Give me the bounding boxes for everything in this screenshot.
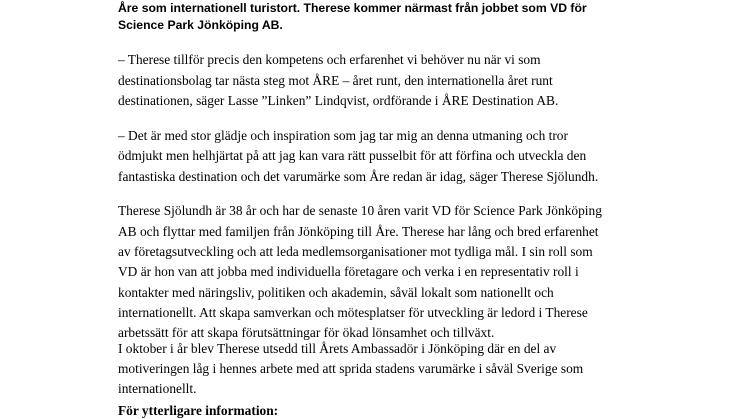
bio-line-6: internationellt. Att skapa samverkan och mötesplatser för utveckling är ledord i Therese	[118, 305, 588, 320]
bio-line-4: VD är hon van att jobba med individuella företagare och verka i en representativ roll i	[118, 264, 579, 279]
quote1-line-2: destinationsbolag tar nästa steg mot ÅRE – året runt, den internationella året runt	[118, 73, 553, 88]
more-info-heading: För ytterligare information:	[118, 403, 279, 418]
award-line-3: internationellt.	[118, 381, 197, 396]
bio-line-5: kontakter med näringsliv, politiken och akademin, såväl lokalt som nationellt och	[118, 285, 554, 300]
quote2-line-1: – Det är med stor glädje och inspiration som jag tar mig an denna utmaning och tror	[118, 128, 568, 143]
bio-line-2: AB och flyttar med familjen från Jönköping till Åre. Therese har lång och bred erfarenhet	[118, 224, 599, 239]
quote2-line-3: fantastiska destination och det varumärke som Åre redan är idag, säger Therese Sjölundh.	[118, 169, 599, 184]
bio-line-1: Therese Sjölundh är 38 år och har de senaste 10 åren varit VD för Science Park Jönköping	[118, 203, 602, 218]
award-line-1: I oktober i år blev Therese utsedd till Årets Ambassadör i Jönköping där en del av	[118, 341, 557, 356]
quote1-line-1: – Therese tillför precis den kompetens och erfarenhet vi behöver nu när vi som	[118, 52, 541, 67]
intro-line-2: Science Park Jönköping AB.	[118, 18, 283, 32]
bio-line-7: arbetssätt för att skapa förutsättningar för ökad lönsamhet och tillväxt.	[118, 325, 495, 340]
quote1-line-3: destinationen, säger Lasse ”Linken” Lindqvist, ordförande i ÅRE Destination AB.	[118, 93, 559, 108]
bio-line-3: av företagsutveckling och att leda medlemsorganisationer mot tydliga mål. I sin roll som	[118, 244, 593, 259]
intro-line-1: Åre som internationell turistort. Therese kommer närmast från jobbet som VD för	[118, 1, 587, 15]
award-line-2: motiveringen låg i hennes arbete med att sprida stadens varumärke i såväl Sverige som	[118, 361, 584, 376]
quote2-line-2: ödmjukt men helhjärtat på att jag kan vara rätt pusselbit för att förfina och utveckla den	[118, 148, 587, 163]
